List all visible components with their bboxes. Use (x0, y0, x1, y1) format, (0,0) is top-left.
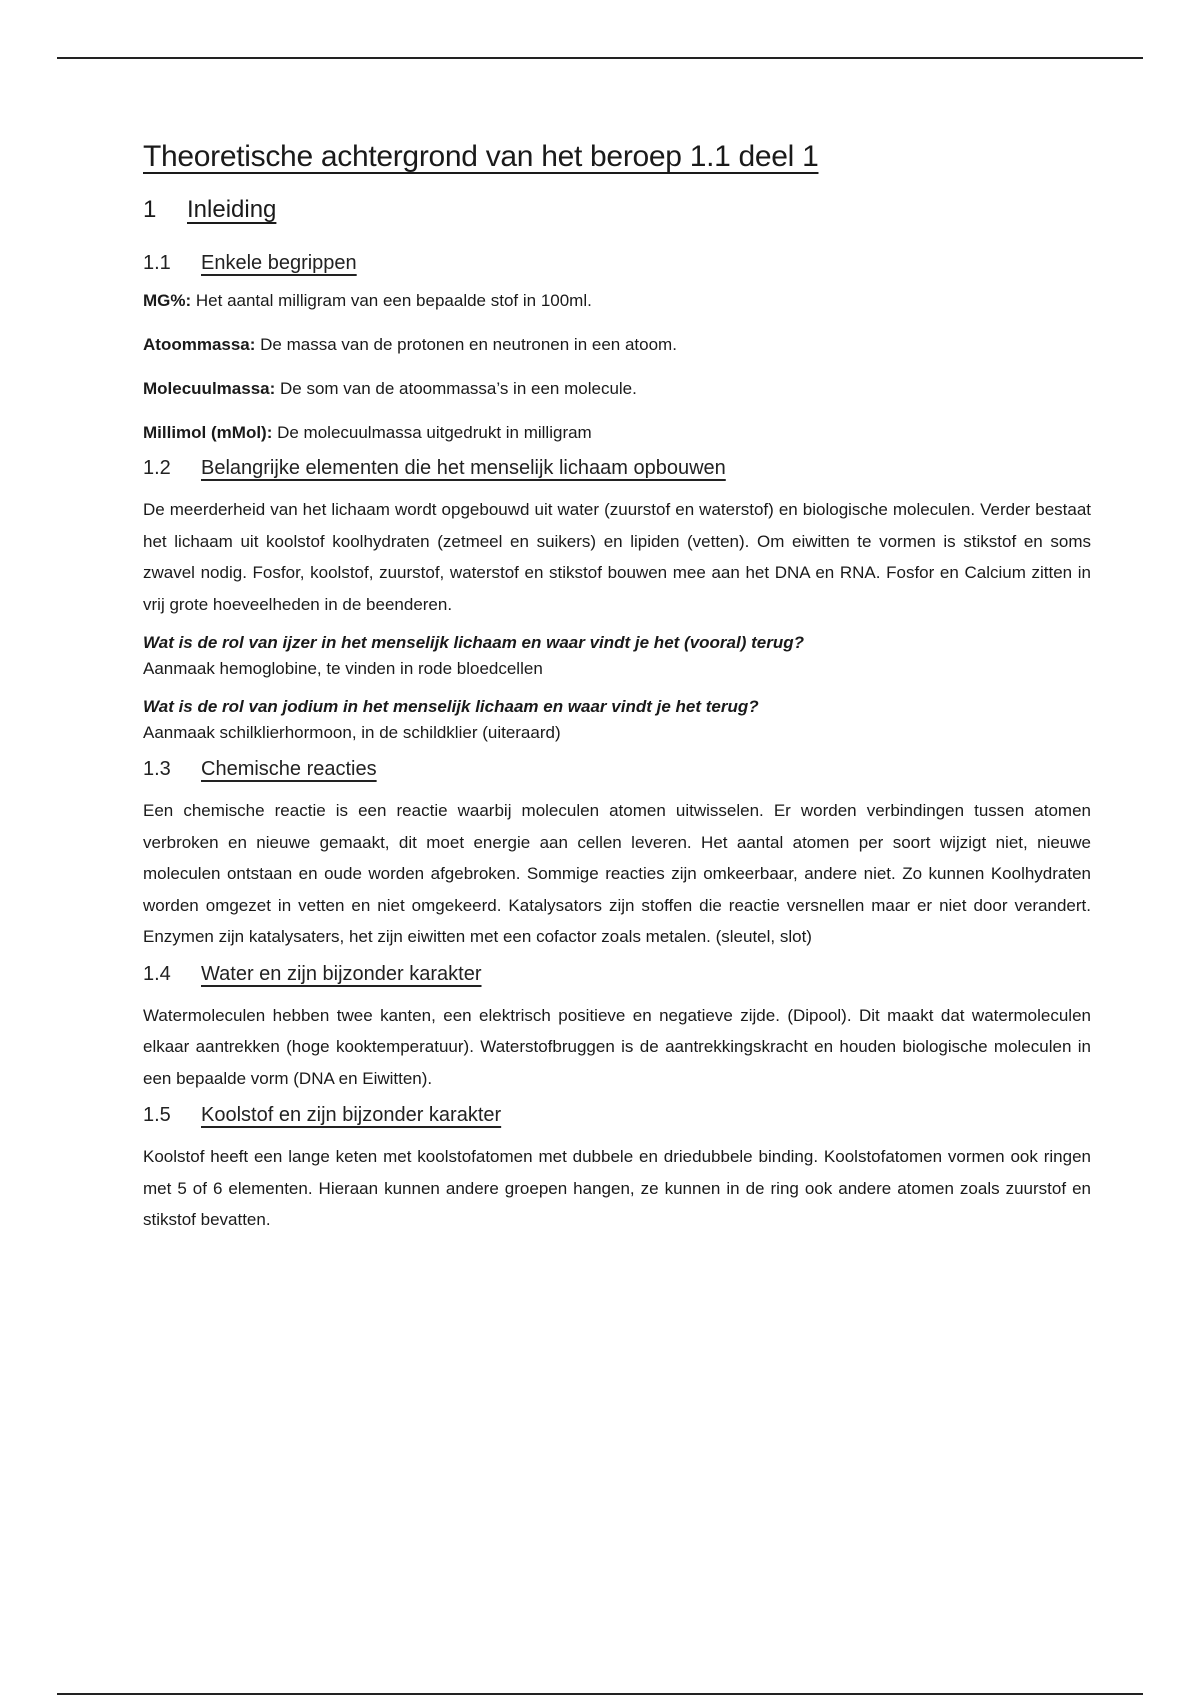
definition-text: Het aantal milligram van een bepaalde stof in 100ml. (191, 291, 592, 310)
definition-term: Millimol (mMol): (143, 423, 273, 442)
answer: Aanmaak hemoglobine, te vinden in rode bloedcellen (143, 659, 543, 678)
section-paragraph: De meerderheid van het lichaam wordt opgebouwd uit water (zuurstof en waterstof) en biologische moleculen. Verder bestaat het lichaam uit koolstof koolhydraten (zetmeel en suikers) en lipiden (vetten). Om eiwitten te vormen is stikstof en soms zwavel nodig. Fosfor, koolstof, zuurstof, waterstof en stikstof bouwen mee aan het DNA en RNA. Fosfor en Calcium zitten in vrij grote hoeveelheden in de beenderen. (143, 500, 1091, 614)
definition-term: Molecuulmassa: (143, 379, 276, 398)
document-body (143, 140, 1091, 1246)
section-paragraph: Watermoleculen hebben twee kanten, een elektrisch positieve en negatieve zijde. (Dipool). Dit maakt dat watermoleculen elkaar aantrekken (hoge kooktemperatuur). Waterstofbruggen is de aantrekkingskracht en houden biologische moleculen in een bepaalde vorm (DNA en Eiwitten). (143, 1005, 1091, 1088)
section-heading-1-5 (143, 1104, 1091, 1127)
definition-text: De molecuulmassa uitgedrukt in milligram (272, 423, 592, 442)
question-answer-jodium (143, 694, 1091, 746)
definition-term: MG%: (143, 291, 192, 310)
section-title: Koolstof en zijn bijzonder karakter (201, 1104, 502, 1126)
question-answer-ijzer (143, 630, 1091, 682)
section-title: Belangrijke elementen die het menselijk lichaam opbouwen (201, 457, 726, 479)
section-title: Chemische reacties (201, 758, 377, 780)
section-heading-1-4 (143, 963, 1091, 986)
definition-atoommassa (143, 333, 1091, 357)
chapter-heading (143, 196, 1091, 224)
section-number: 1.2 (143, 457, 171, 479)
section-number: 1.4 (143, 962, 171, 985)
question: Wat is de rol van ijzer in het menselijk lichaam en waar vindt je het (vooral) terug? (143, 633, 804, 652)
definition-text: De massa van de protonen en neutronen in een atoom. (255, 335, 677, 354)
section-paragraph: Een chemische reactie is een reactie waarbij moleculen atomen uitwisselen. Er worden verbindingen tussen atomen verbroken en nieuwe gemaakt, dit moet energie aan cellen leveren. Het aantal atomen per soort wijzigt niet, nieuwe moleculen ontstaan en oude worden afgebroken. Sommige reacties zijn omkeerbaar, andere niet. Zo kunnen Koolhydraten worden omgezet in vetten en niet omgekeerd. Katalysators zijn stoffen die reactie versnellen maar er niet door verandert. Enzymen zijn katalysaters, het zijn eiwitten met een cofactor zoals metalen. (sleutel, slot) (143, 801, 1091, 946)
section-number: 1.3 (143, 758, 171, 780)
footer-rule (57, 1693, 1143, 1695)
section-heading-1-2 (143, 457, 1091, 480)
definition-mg (143, 289, 1091, 313)
chapter-title: Inleiding (187, 196, 277, 223)
section-heading-1-1 (143, 252, 1091, 275)
chapter-number: 1 (143, 196, 157, 223)
section-title: Water en zijn bijzonder karakter (201, 962, 482, 985)
section-number: 1.1 (143, 252, 171, 274)
definition-text: De som van de atoommassa’s in een molecule. (275, 379, 637, 398)
section-number: 1.5 (143, 1104, 171, 1126)
definition-term: Atoommassa: (143, 335, 256, 354)
definition-millimol (143, 421, 1091, 445)
section-heading-1-3 (143, 758, 1091, 781)
header-rule (57, 57, 1143, 59)
section-title: Enkele begrippen (201, 252, 357, 274)
definition-molecuulmassa (143, 377, 1091, 401)
section-paragraph: Koolstof heeft een lange keten met koolstofatomen met dubbele en driedubbele binding. Koolstofatomen vormen ook ringen met 5 of 6 elementen. Hieraan kunnen andere groepen hangen, ze kunnen in de ring ook andere atomen zoals zuurstof en stikstof bevatten. (143, 1147, 1091, 1229)
document-title: Theoretische achtergrond van het beroep 1.1 deel 1 (143, 140, 819, 173)
answer: Aanmaak schilklierhormoon, in de schildklier (uiteraard) (143, 723, 561, 742)
question: Wat is de rol van jodium in het menselijk lichaam en waar vindt je het terug? (143, 697, 759, 716)
